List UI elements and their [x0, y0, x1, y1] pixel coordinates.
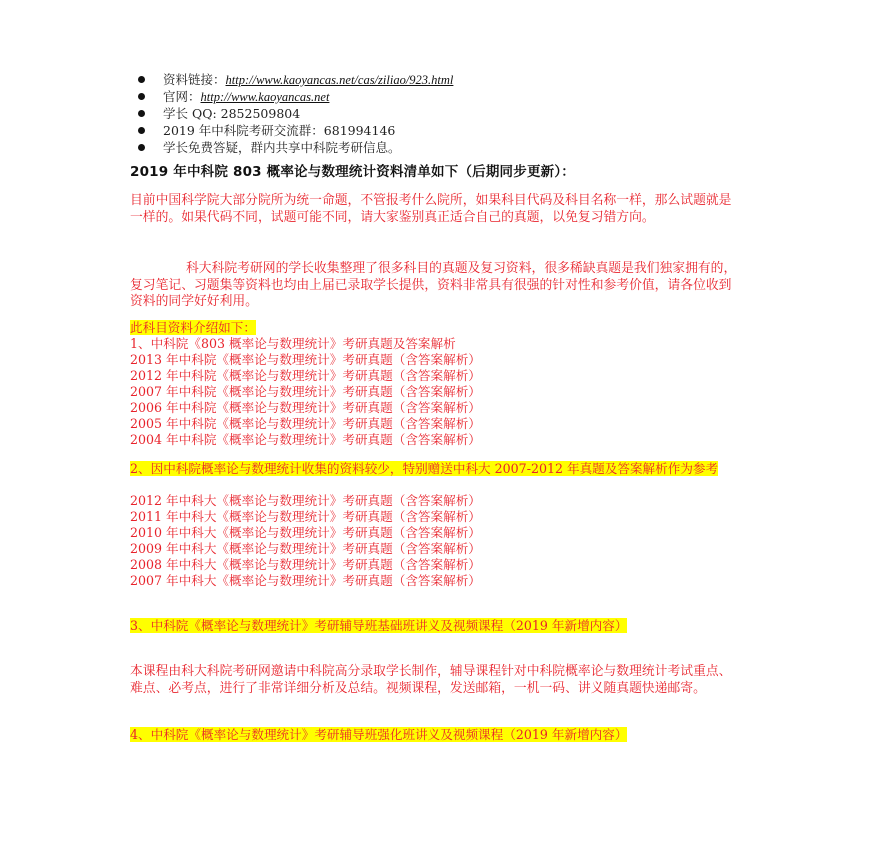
list-item: 2012 年中科大《概率论与数理统计》考研真题（含答案解析） [130, 493, 481, 508]
list-item: 2007 年中科大《概率论与数理统计》考研真题（含答案解析） [130, 573, 481, 588]
section3-heading-text: 3、中科院《概率论与数理统计》考研辅导班基础班讲义及视频课程（2019 年新增内容） [130, 618, 628, 633]
section4-heading [130, 727, 742, 743]
info-bullet-list [138, 71, 758, 156]
bullet-label: 资料链接： [163, 72, 226, 87]
collection-paragraph: 科大科院考研网的学长收集整理了很多科目的真题及复习资料，很多稀缺真题是我们独家拥有的，复习笔记、习题集等资料也均由上届已录取学长提供，资料非常具有很强的针对性和参考价值，请各位收到资料的同学好好利用。 [130, 261, 737, 309]
answer-text: 学长免费答疑，群内共享中科院考研信息。 [163, 140, 401, 155]
qq-text: 学长 QQ: 2852509804 [163, 106, 301, 121]
list-item: 2006 年中科院《概率论与数理统计》考研真题（含答案解析） [130, 400, 481, 415]
intro-paragraph: 目前中国科学院大部分院所为统一命题，不管报考什么院所，如果科目代码及科目名称一样，那么试题就是一样的。如果代码不同，试题可能不同，请大家鉴别真正适合自己的真题，以免复习错方向。 [130, 193, 732, 225]
section1-list [130, 336, 750, 448]
section4-heading-text: 4、中科院《概率论与数理统计》考研辅导班强化班讲义及视频课程（2019 年新增内容） [130, 727, 628, 742]
list-item: 2007 年中科院《概率论与数理统计》考研真题（含答案解析） [130, 384, 481, 399]
bullet-dot-icon [138, 93, 145, 100]
ziliao-link[interactable]: http://www.kaoyancas.net/cas/ziliao/923.html [225, 73, 454, 87]
list-item: 2009 年中科大《概率论与数理统计》考研真题（含答案解析） [130, 541, 481, 556]
list-item: 1、中科院《803 概率论与数理统计》考研真题及答案解析 [130, 336, 456, 351]
list-item: 2013 年中科院《概率论与数理统计》考研真题（含答案解析） [130, 352, 481, 367]
group-text: 2019 年中科院考研交流群：681994146 [163, 123, 396, 138]
section3-heading [130, 618, 742, 634]
bullet-dot-icon [138, 110, 145, 117]
bullet-dot-icon [138, 76, 145, 83]
list-item: 2012 年中科院《概率论与数理统计》考研真题（含答案解析） [130, 368, 481, 383]
bullet-item-answer [138, 139, 758, 156]
list-item: 2008 年中科大《概率论与数理统计》考研真题（含答案解析） [130, 557, 481, 572]
course-paragraph: 本课程由科大科院考研网邀请中科院高分录取学长制作，辅导课程针对中科院概率论与数理统计考试重点、难点、必考点，进行了非常详细分析及总结。视频课程，发送邮箱，一机一码、讲义随真题快递邮寄。 [130, 664, 732, 696]
list-item: 2004 年中科院《概率论与数理统计》考研真题（含答案解析） [130, 432, 481, 447]
bullet-dot-icon [138, 144, 145, 151]
bullet-item-site [138, 88, 758, 105]
section2-list [130, 493, 750, 589]
materials-intro [130, 320, 256, 336]
section2-heading-text: 2、因中科院概率论与数理统计收集的资料较少，特别赠送中科大 2007-2012 年真题及答案解析作为参考 [130, 461, 719, 476]
bullet-item-link [138, 71, 758, 88]
bullet-item-group [138, 122, 758, 139]
list-item: 2010 年中科大《概率论与数理统计》考研真题（含答案解析） [130, 525, 481, 540]
bullet-label: 官网： [163, 89, 201, 104]
materials-intro-text: 此科目资料介绍如下： [130, 320, 256, 335]
section2-heading [130, 461, 742, 477]
list-item: 2011 年中科大《概率论与数理统计》考研真题（含答案解析） [130, 509, 481, 524]
official-site-link[interactable]: http://www.kaoyancas.net [200, 90, 330, 104]
document-title: 2019 年中科院 803 概率论与数理统计资料清单如下（后期同步更新）： [130, 164, 576, 180]
list-item: 2005 年中科院《概率论与数理统计》考研真题（含答案解析） [130, 416, 481, 431]
bullet-item-qq [138, 105, 758, 122]
bullet-dot-icon [138, 127, 145, 134]
